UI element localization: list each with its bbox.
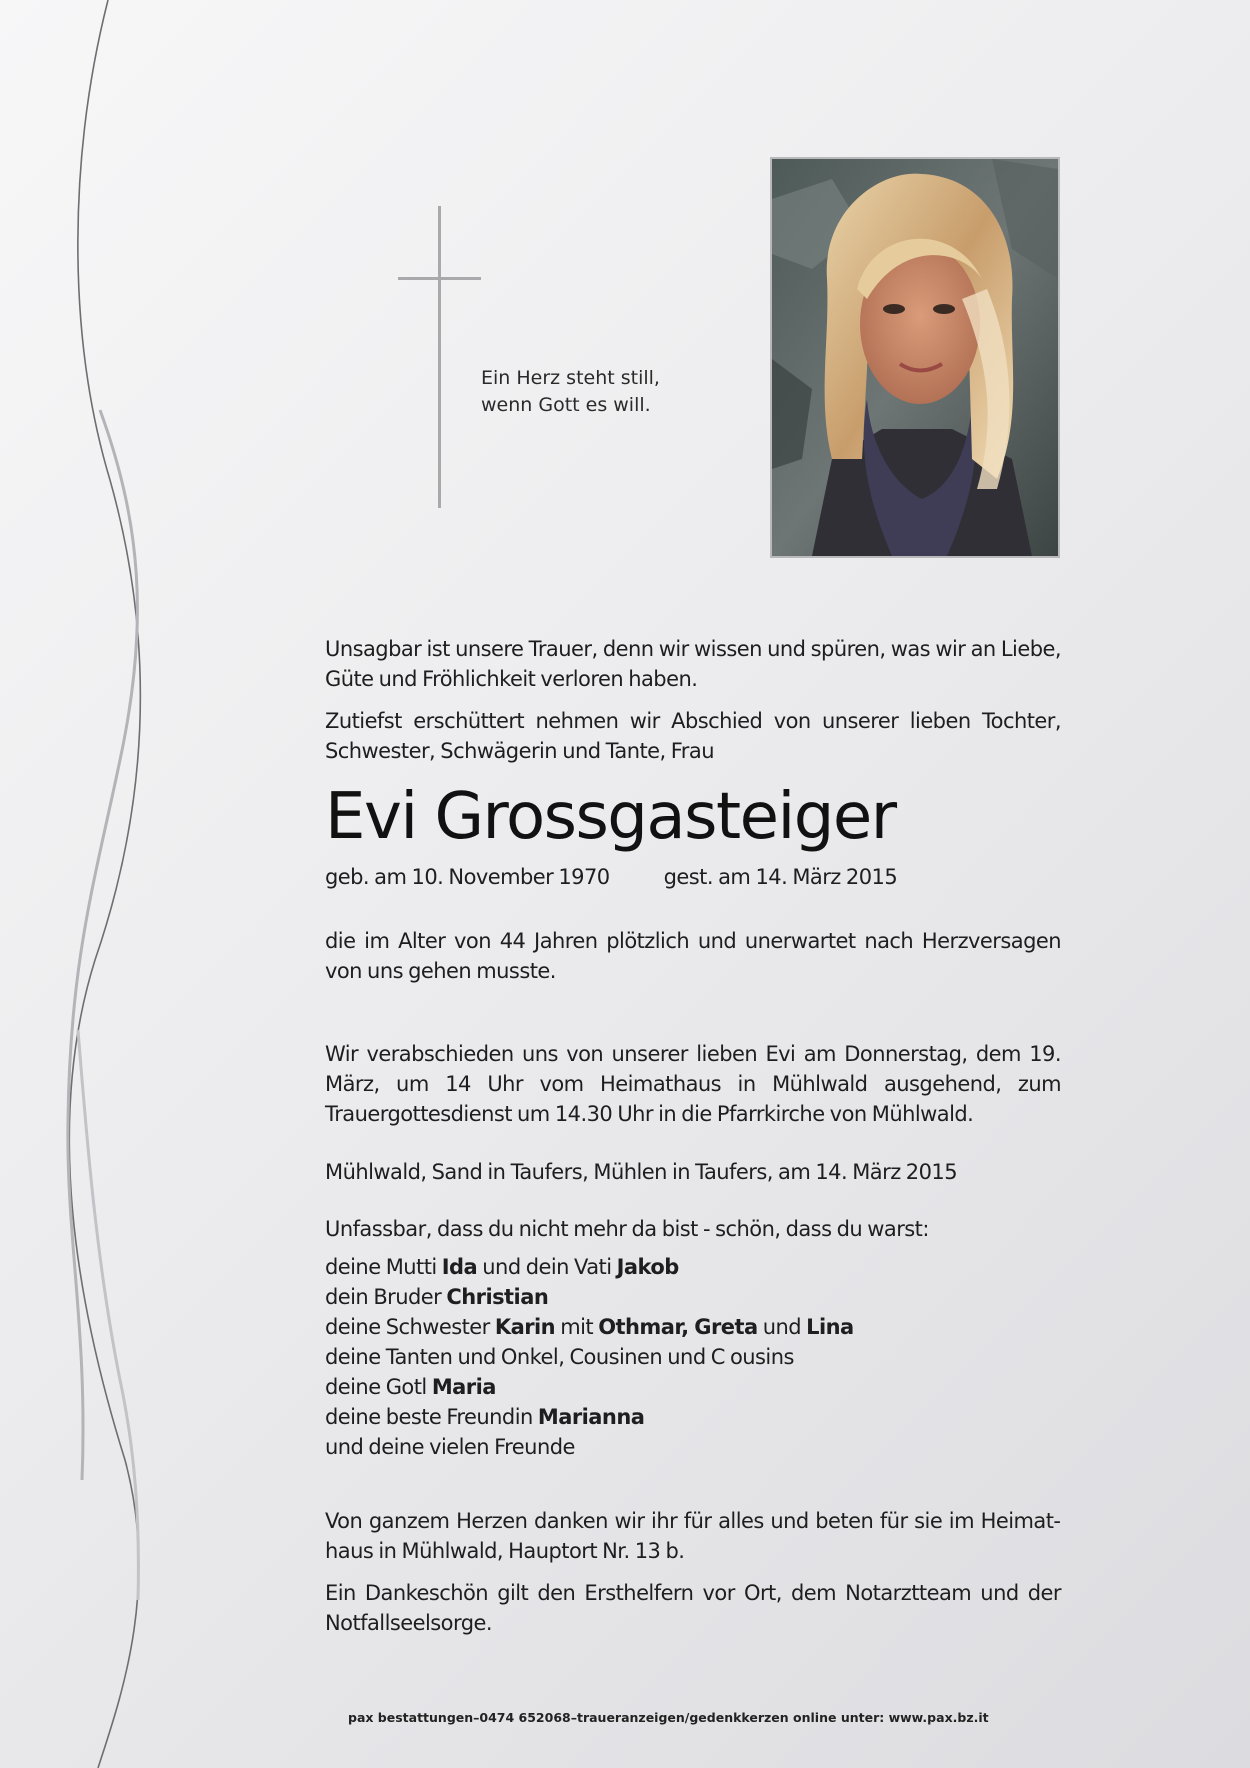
obituary-content	[325, 634, 1061, 1638]
cross-icon	[398, 206, 481, 508]
intro-paragraph-1: Unsagbar ist unsere Trauer, denn wir wissen und spüren, was wir an Liebe, Güte und Fröhlichkeit verloren haben.	[325, 637, 1061, 691]
footer-contact: pax bestattungen–0474 652068–traueranzeigen/gedenkkerzen online unter: www.pax.bz.it	[348, 1710, 989, 1725]
family-line-friend: deine beste Freundin Marianna	[325, 1405, 645, 1429]
thanks-paragraph-2: Ein Dankeschön gilt den Ersthelfern vor Ort, dem Notarztteam und der Notfallseelsorge.	[325, 1581, 1061, 1635]
family-line-relatives: deine Tanten und Onkel, Cousinen und C ousins	[325, 1345, 794, 1369]
birth-date: geb. am 10. November 1970	[325, 865, 610, 889]
funeral-paragraph: Wir verabschieden uns von unserer lieben Evi am Donnerstag, dem 19. März, um 14 Uhr vom Heimathaus in Mühlwald ausgehend, zum Trauergottesdienst um 14.30 Uhr in die Pfarrkirche von Mühlwald.	[325, 1042, 1061, 1126]
quote-line-1: Ein Herz steht still,	[481, 367, 660, 389]
family-intro: Unfassbar, dass du nicht mehr da bist - schön, dass du warst:	[325, 1217, 929, 1241]
family-line-sister: deine Schwester Karin mit Othmar, Greta und Lina	[325, 1315, 854, 1339]
family-line-parents: deine Mutti Ida und dein Vati Jakob	[325, 1255, 679, 1279]
thanks-paragraph-1: Von ganzem Herzen danken wir ihr für alles und beten für sie im Heimathaus in Mühlwald, Hauptort Nr. 13 b.	[325, 1509, 1061, 1563]
family-line-friends: und deine vielen Freunde	[325, 1435, 575, 1459]
intro-paragraph-2: Zutiefst erschüttert nehmen wir Abschied von unserer lieben Tochter, Schwester, Schwägerin und Tante, Frau	[325, 709, 1061, 763]
portrait-photo	[770, 157, 1060, 558]
life-dates	[325, 862, 1061, 892]
deceased-name: Evi Grossgasteiger	[325, 780, 896, 854]
family-line-godmother: deine Gotl Maria	[325, 1375, 496, 1399]
family-line-brother: dein Bruder Christian	[325, 1285, 549, 1309]
quote	[481, 365, 660, 419]
place-and-date: Mühlwald, Sand in Taufers, Mühlen in Taufers, am 14. März 2015	[325, 1160, 958, 1184]
quote-line-2: wenn Gott es will.	[481, 394, 651, 416]
family-list	[325, 1214, 1061, 1462]
death-date: gest. am 14. März 2015	[663, 865, 898, 889]
death-paragraph: die im Alter von 44 Jahren plötzlich und unerwartet nach Herzversagen von uns gehen musste.	[325, 929, 1061, 983]
